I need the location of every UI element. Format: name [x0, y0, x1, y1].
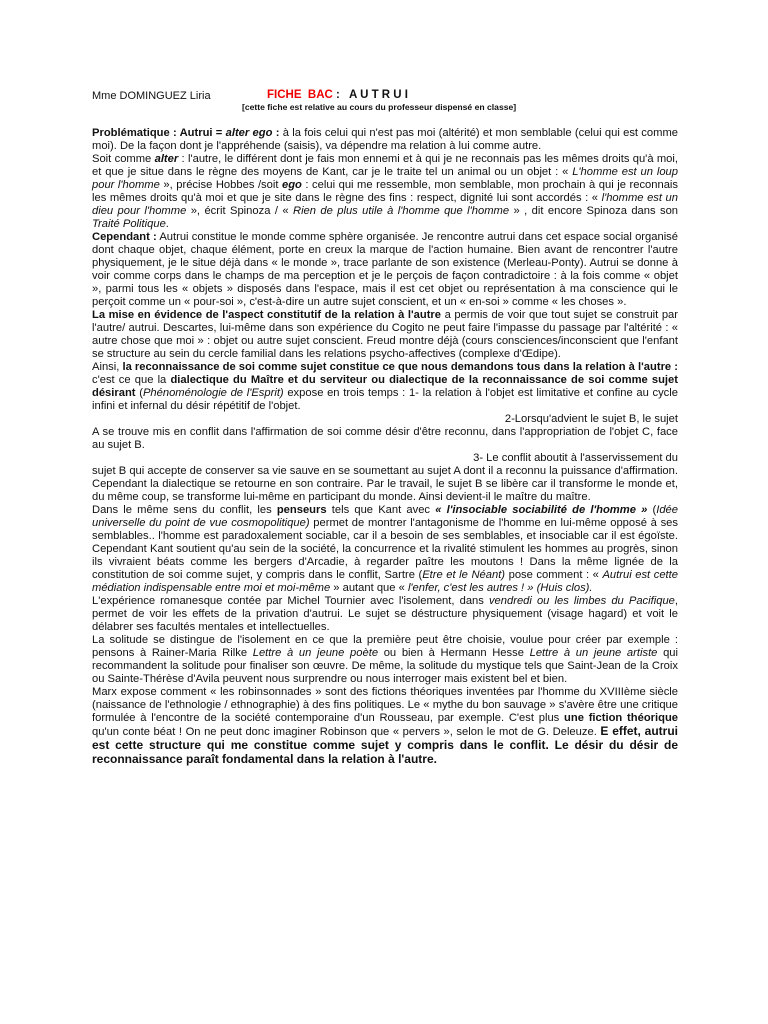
text-run: : l'autre, le différent dont je fais mon ennemi et à qui je ne reconnais pas les mêmes droits qu'à moi, et que je situe dans le règne des moyens de Kant, car je le traite tel un animal ou un objet : «	[92, 153, 678, 178]
text-run: qu'un conte béat ! On ne peut donc imaginer Robinson que « pervers », selon le mot de G. Deleuze.	[92, 726, 601, 738]
document-body	[92, 127, 678, 767]
text-run: dialectique du Maître et du serviteur ou dialectique de la reconnaissance de soi comme sujet désirant	[92, 374, 678, 399]
author-name: Mme DOMINGUEZ Liria	[92, 90, 211, 102]
text-run: Lettre à un jeune artiste	[529, 647, 658, 659]
text-run: » , dit encore Spinoza dans son	[509, 205, 679, 217]
text-run: Traité Politique	[92, 218, 166, 230]
text-run: 2-Lorsqu'advient le sujet B, le sujet	[504, 413, 678, 425]
title-fiche-bac: FICHE BAC	[267, 89, 333, 101]
text-run: Phénoménologie de l'Esprit)	[142, 387, 284, 399]
paragraph	[92, 634, 678, 686]
text-run: expose en trois temps : 1- la relation à l'objet est limitative et confine au cycle infini et infernal du désir répétitif de l'objet.	[92, 387, 678, 412]
text-run: Idée universelle du point de vue cosmopolitique)	[92, 504, 678, 529]
text-run: Rien de plus utile à l'homme que l'homme	[292, 205, 510, 217]
paragraph	[92, 686, 678, 767]
text-run: tels que Kant avec	[326, 504, 436, 516]
paragraph	[92, 452, 678, 465]
text-run: Problématique : Autrui =	[92, 127, 226, 139]
text-run: l'homme est un dieu pour l'homme	[92, 192, 678, 217]
text-run: A se trouve mis en conflit dans l'affirmation de soi comme désir d'être reconnu, dans l'appropriation de l'objet C, face au sujet B.	[92, 426, 678, 451]
text-run: Autrui est cette médiation indispensable entre moi et moi-même	[92, 569, 678, 594]
paragraph	[92, 426, 678, 452]
text-run: L'homme est un loup pour l'homme	[92, 166, 678, 191]
title-autrui: : A U T R U I	[332, 89, 408, 101]
text-run: ou bien à Hermann Hesse	[378, 647, 530, 659]
text-run: (	[135, 387, 143, 399]
paragraph	[92, 504, 678, 595]
text-run: : celui qui me ressemble, mon semblable, mon prochain à qui je reconnais les mêmes droits qu'à moi et que je site dans le règne des fins : respect, dignité lui sont accordés : «	[92, 179, 679, 204]
text-run: alter ego	[225, 127, 273, 139]
paragraph	[92, 231, 678, 309]
document-subtitle: [cette fiche est relative au cours du professeur dispensé en classe]	[242, 102, 517, 112]
text-run: L'expérience romanesque contée par Michel Tournier avec l'isolement, dans	[92, 595, 489, 607]
text-run: », précise Hobbes /soit	[159, 179, 282, 191]
text-run: permet de montrer l'antagonisme de l'homme en lui-même opposé à ses semblables.. l'homme est paradoxalement sociable, car il a besoin de ses semblables, et insociable car il est égoïste. Cependant Kant soutient qu'au sein de la société, la concurrence et la rivalité stimulent les hommes au progrès, sinon ils vivraient béats comme les bergers d'Arcadie, à regarder paître les moutons ! Dans la même lignée de la constitution de soi comme sujet, y compris dans le conflit, Sartre (	[92, 517, 678, 581]
text-run: une fiction théorique	[564, 712, 678, 724]
text-run: E effet, autrui est cette structure qui me constitue comme sujet y compris dans le conflit. Le désir du désir de reconnaissance paraît fondamental dans la relation à l'autre.	[92, 724, 678, 766]
text-run: penseurs	[276, 504, 327, 516]
text-run: vendredi ou les limbes du Pacifique	[488, 595, 675, 607]
text-run: La solitude se distingue de l'isolement en ce que la première peut être choisie, voulue pour créer par exemple : pensons à Rainer-Maria Rilke	[92, 634, 678, 659]
text-run: alter	[154, 153, 179, 165]
paragraph	[92, 465, 678, 504]
text-run: Etre et le Néant)	[422, 569, 506, 581]
text-run: sujet B qui accepte de conserver sa vie sauve en se soumettant au sujet A dont il a reconnu la puissance d'affirmation. Cependant la dialectique se retourne en son contraire. Par le travail, le sujet B se libère car il transforme le monde et, du même coup, se transforme lui-même en participant du monde. Ainsi devient-il le maître du maître.	[92, 465, 678, 503]
text-run: qui recommandent la solitude pour finaliser son œuvre. De même, la solitude du mystique tels que Saint-Jean de la Croix ou Sainte-Thérèse d'Avila peuvent nous surprendre ou nous interroger mais existent bel et bien.	[92, 647, 679, 685]
text-run: Soit comme	[92, 153, 155, 165]
text-run: » autant que «	[330, 582, 408, 594]
text-run: ego	[282, 179, 302, 191]
paragraph	[92, 127, 678, 153]
text-run: , permet de voir les effets de la privation d'autrui. Le sujet se déstructure physiquement (visage hagard) et voit le délabrer ses facultés mentales et intellectuelles.	[92, 595, 678, 633]
text-run: Dans le même sens du conflit, les	[92, 504, 277, 516]
text-run: pose comment : «	[505, 569, 603, 581]
text-run: l'enfer, c'est les autres ! » (Huis clos).	[407, 582, 593, 594]
text-run: à la fois celui qui n'est pas moi (altérité) et mon semblable (celui qui est comme moi). De la façon dont je l'appréhende (saisis), va dépendre ma relation à lui comme autre.	[92, 127, 678, 152]
text-run: La mise en évidence de l'aspect constitutif de la relation à l'autre	[92, 309, 442, 321]
text-run: (	[647, 504, 657, 516]
paragraph	[92, 309, 678, 361]
text-run: a permis de voir que tout sujet se construit par l'autre/ autrui. Descartes, lui-même dans son expérience du Cogito ne peut faire l'impasse du passage par l'altérité : « autre chose que moi » : objet ou autre sujet conscient. Freud montre déjà (cours consciences/inconscient que l'enfant se structure au sein du cercle familial dans les relations psycho-affectives (complexe d'Œdipe).	[92, 309, 678, 360]
text-run: », écrit Spinoza / «	[186, 205, 293, 217]
text-run: :	[272, 127, 283, 139]
text-run: Lettre à un jeune poète	[252, 647, 379, 659]
paragraph	[92, 413, 678, 426]
text-run: « l'insociable sociabilité de l'homme »	[435, 504, 648, 516]
text-run: la reconnaissance de soi comme sujet constitue ce que nous demandons tous dans la relation à l'autre :	[122, 361, 678, 373]
text-run: .	[165, 218, 169, 230]
text-run: Autrui constitue le monde comme sphère organisée. Je rencontre autrui dans cet espace social organisé dont chaque objet, chaque élément, porte en creux la marque de l'action humaine. Bien avant de rencontrer l'autre physiquement, je le situe déjà dans « le monde », trace parlante de son existence (Merleau-Ponty). Autrui se donne à voir comme corps dans le champs de ma perception et je le perçois de façon contradictoire : à la fois comme « objet », parmi tous les « objets » disposés dans l'espace, mais il est cet objet ou représentation à ma conscience qui le perçoit comme un « pour-soi », c'est-à-dire un autre sujet conscient, et un « en-soi » comme « les choses ».	[92, 231, 679, 308]
text-run: Marx expose comment « les robinsonnades » sont des fictions théoriques inventées par l'homme du XVIIIème siècle (naissance de l'ethnologie / ethnographie) à des fins politiques. Le « mythe du bon sauvage » s'avère être une critique formulée à l'encontre de la société contemporaine d'un Rousseau, par exemple. C'est plus	[92, 686, 678, 724]
text-run: Ainsi,	[92, 361, 123, 373]
paragraph	[92, 361, 678, 413]
text-run: Cependant :	[92, 231, 157, 243]
text-run: c'est ce que la	[92, 374, 171, 386]
paragraph	[92, 153, 678, 231]
paragraph	[92, 595, 678, 634]
text-run: 3- Le conflit aboutit à l'asservissement du	[473, 452, 678, 464]
